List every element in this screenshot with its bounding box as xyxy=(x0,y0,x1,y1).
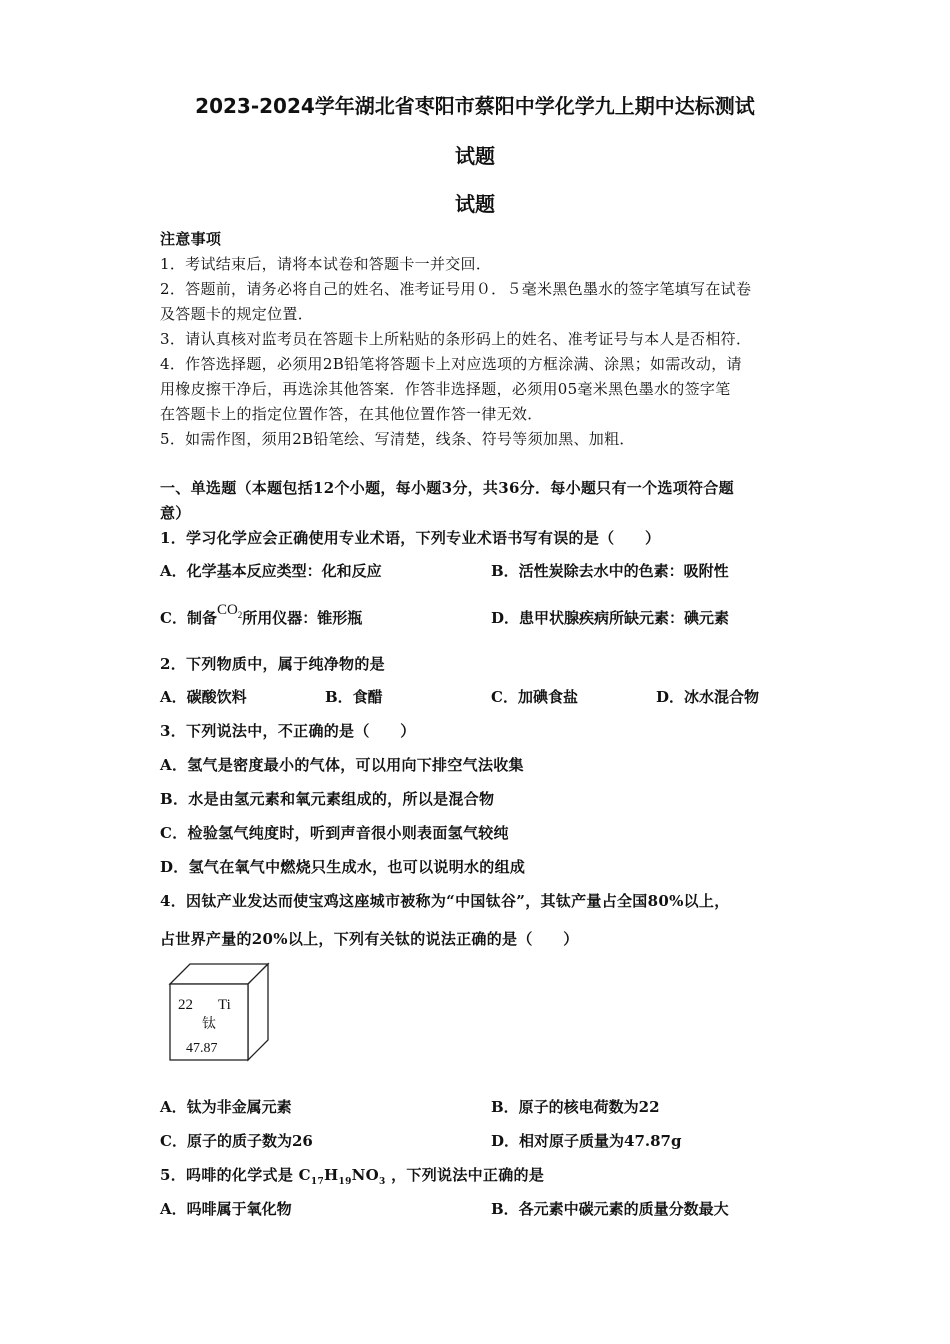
formula-no: NO xyxy=(351,1166,380,1184)
q2-option-a: A．碳酸饮料 xyxy=(160,688,247,706)
q1-option-c xyxy=(160,602,363,629)
q1-option-a: A．化学基本反应类型：化和反应 xyxy=(160,562,382,580)
question-4-stem-continued: 占世界产量的20%以上，下列有关钛的说法正确的是（ ） xyxy=(160,930,579,948)
notice-heading: 注意事项 xyxy=(160,230,222,248)
q5-stem-prefix: 5．吗啡的化学式是 xyxy=(160,1166,299,1184)
question-4-stem: 4．因钛产业发达而使宝鸡这座城市被称为“中国钛谷”，其钛产量占全国80%以上， xyxy=(160,892,730,910)
q4-option-c: C．原子的质子数为26 xyxy=(160,1132,313,1150)
notice-line: 4．作答选择题，必须用2B铅笔将答题卡上对应选项的方框涂满、涂黑；如需改动，请 xyxy=(160,355,742,373)
exam-subtitle: 试题 xyxy=(455,192,495,216)
q3-option-d: D．氢气在氧气中燃烧只生成水，也可以说明水的组成 xyxy=(160,858,526,876)
formula-c-count: 17 xyxy=(310,1177,325,1187)
section-heading-continued: 意） xyxy=(160,504,191,522)
notice-line: 3．请认真核对监考员在答题卡上所粘贴的条形码上的姓名、准考证号与本人是否相符． xyxy=(160,330,752,348)
co2-formula-subscript: 2 xyxy=(237,610,243,620)
titanium-cell-frame xyxy=(168,962,270,1062)
notice-line: 及答题卡的规定位置． xyxy=(160,305,314,323)
notice-line: 2．答题前，请务必将自己的姓名、准考证号用０．５毫米黑色墨水的签字笔填写在试卷 xyxy=(160,280,752,298)
q3-option-b: B．水是由氢元素和氧元素组成的，所以是混合物 xyxy=(160,790,495,808)
atomic-number: 22 xyxy=(178,997,193,1013)
q2-option-c: C．加碘食盐 xyxy=(491,688,578,706)
question-1-stem: 1．学习化学应会正确使用专业术语，下列专业术语书写有误的是（ ） xyxy=(160,529,661,547)
exam-title-continued: 试题 xyxy=(455,144,495,168)
q4-option-b: B．原子的核电荷数为22 xyxy=(491,1098,660,1116)
q2-option-b: B．食醋 xyxy=(325,688,383,706)
notice-line: 用橡皮擦干净后，再选涂其他答案．作答非选择题，必须用05毫米黑色墨水的签字笔 xyxy=(160,380,731,398)
q1-option-b: B．活性炭除去水中的色素：吸附性 xyxy=(491,562,729,580)
q2-option-d: D．冰水混合物 xyxy=(656,688,760,706)
q5-option-a: A．吗啡属于氧化物 xyxy=(160,1200,292,1218)
formula-o-count: 3 xyxy=(379,1177,386,1187)
question-3-stem: 3．下列说法中，不正确的是（ ） xyxy=(160,722,416,740)
element-name: 钛 xyxy=(202,1016,216,1032)
q1-option-c-prefix: C．制备 xyxy=(160,609,217,627)
q1-option-d: D．患甲状腺疾病所缺元素：碘元素 xyxy=(491,609,730,627)
q4-option-d: D．相对原子质量为47.87g xyxy=(491,1132,682,1150)
co2-formula-main: CO xyxy=(216,602,238,618)
q5-option-b: B．各元素中碳元素的质量分数最大 xyxy=(491,1200,729,1218)
titanium-element-cell xyxy=(168,962,270,1062)
question-5-stem xyxy=(160,1164,544,1187)
notice-line: 1．考试结束后，请将本试卷和答题卡一并交回． xyxy=(160,255,492,273)
formula-h: H xyxy=(324,1166,339,1184)
co2-formula xyxy=(217,602,242,618)
question-2-stem: 2．下列物质中，属于纯净物的是 xyxy=(160,655,385,673)
formula-h-count: 19 xyxy=(338,1177,352,1187)
exam-title: 2023-2024学年湖北省枣阳市蔡阳中学化学九上期中达标测试 xyxy=(195,94,755,118)
notice-line: 5．如需作图，须用2B铅笔绘、写清楚，线条、符号等须加黑、加粗． xyxy=(160,430,635,448)
q4-option-a: A．钛为非金属元素 xyxy=(160,1098,292,1116)
formula-c: C xyxy=(298,1166,311,1184)
q1-option-c-suffix: 所用仪器：锥形瓶 xyxy=(242,609,363,627)
q3-option-a: A．氢气是密度最小的气体，可以用向下排空气法收集 xyxy=(160,756,524,774)
q3-option-c: C．检验氢气纯度时，听到声音很小则表面氢气较纯 xyxy=(160,824,509,842)
morphine-formula xyxy=(298,1166,386,1187)
notice-line: 在答题卡上的指定位置作答，在其他位置作答一律无效． xyxy=(160,405,543,423)
q5-stem-suffix: ，下列说法中正确的是 xyxy=(385,1166,545,1184)
element-symbol: Ti xyxy=(218,997,231,1013)
section-heading: 一、单选题（本题包括12个小题，每小题3分，共36分．每小题只有一个选项符合题 xyxy=(160,479,734,497)
atomic-mass: 47.87 xyxy=(186,1041,218,1056)
